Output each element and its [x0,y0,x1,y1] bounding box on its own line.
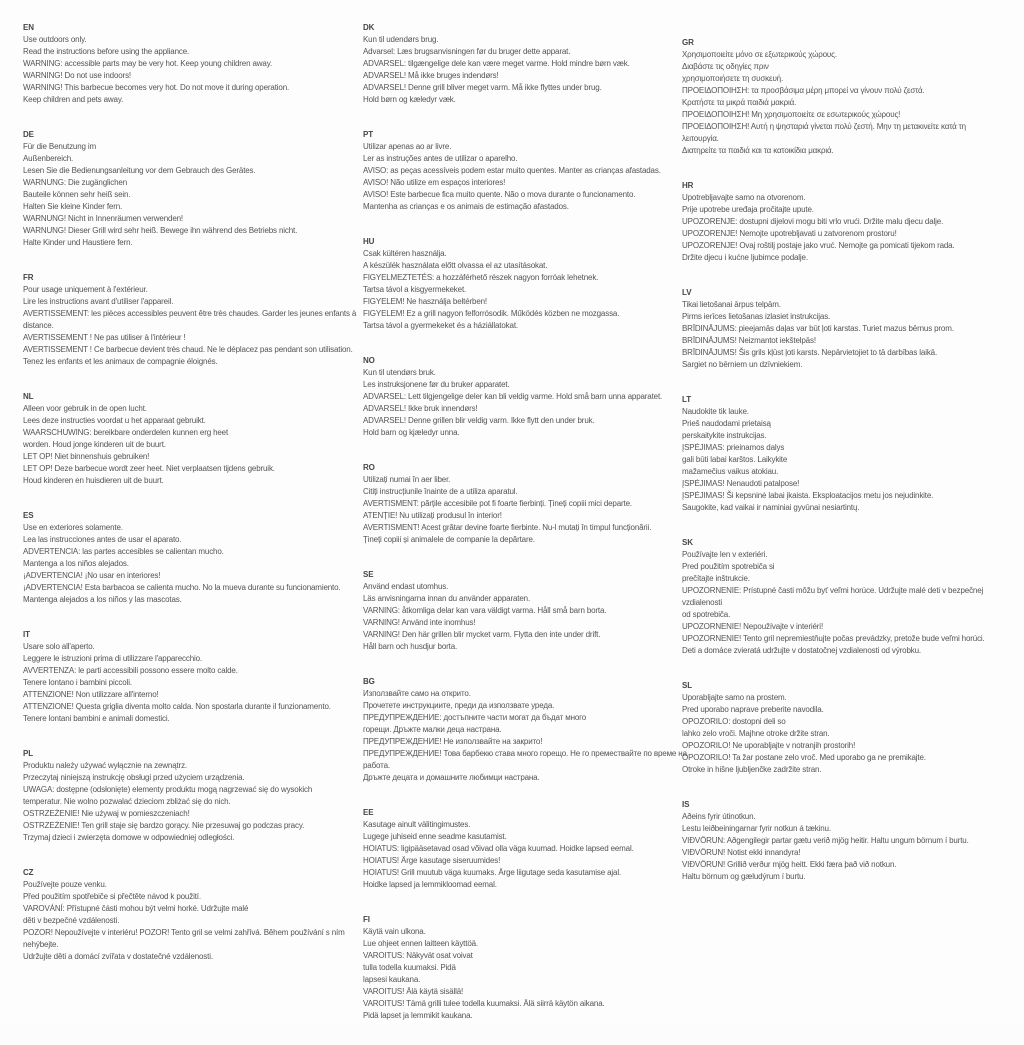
language-section-lv [682,287,1017,371]
instruction-line: lahko zelo vroči. Majhne otroke držite stran. [682,729,830,738]
instruction-line: VAROITUS! Älä käytä sisällä! [363,987,464,996]
instructions-column-2 [363,22,687,1045]
instruction-line: OSTRZEŻENIE! Ten grill staje się bardzo gorący. Nie przesuwaj go podczas pracy. [23,821,305,830]
language-section-hr [682,180,1017,264]
language-code-heading: LT [682,395,691,404]
instruction-line: Use en exteriores solamente. [23,523,123,532]
language-section-lt [682,394,1017,514]
instruction-line: AVISO: as peças acessíveis podem estar muito quentes. Manter as crianças afastadas. [363,166,661,175]
instruction-line: Prieš naudodami prietaisą [682,419,771,428]
language-section-ee [363,807,675,891]
instruction-line: Țineți copiii și animalele de companie la depărtare. [363,535,535,544]
language-section-pl [23,748,355,844]
instruction-line: ĮSPĖJIMAS! Ši kepsninė labai įkaista. Eksploatacijos metu jos nejudinkite. [682,491,934,500]
instruction-line: работа. [363,761,390,770]
instruction-line: AVERTISMENT: părțile accesibile pot fi foarte fierbinți. Țineți copiii mici departe. [363,499,632,508]
instruction-line: Χρησιμοποιείτε μόνο σε εξωτερικούς χώρους. [682,50,837,59]
instruction-line: Außenbereich. [23,154,74,163]
instruction-line: OSTRZEŻENIE! Nie używaj w pomieszczeniach! [23,809,190,818]
language-section-fi [363,914,675,1022]
instruction-line: Lugege juhiseid enne seadme kasutamist. [363,832,507,841]
language-code-heading: HR [682,181,694,190]
instruction-line: A készülék használata előtt olvassa el az utasításokat. [363,261,548,270]
instruction-line: Pred použitím spotrebiča si [682,562,775,571]
instruction-line: děti v bezpečné vzdálenosti. [23,916,120,925]
instruction-line: ADVARSEL: tilgængelige dele kan være meget varme. Hold mindre børn væk. [363,59,630,68]
instruction-line: Prije upotrebe uređaja pročitajte upute. [682,205,814,214]
instructions-column-3 [682,37,1017,906]
instruction-line: χρησιμοποιήσετε τη συσκευή. [682,74,784,83]
instruction-line: Csak kültéren használja. [363,249,447,258]
instruction-line: Halten Sie kleine Kinder fern. [23,202,123,211]
instruction-line: ATTENZIONE! Questa griglia diventa molto calda. Non spostarla durante il funzionamento. [23,702,331,711]
instruction-line: AVISO! Este barbecue fica muito quente. Não o mova durante o funcionamento. [363,190,636,199]
language-section-is [682,799,1017,883]
instruction-line: ADVARSEL: Lett tilgjengelige deler kan bli veldig varme. Hold små barn unna apparatet. [363,392,663,401]
instruction-line: FIGYELEM! Ne használja beltérben! [363,297,488,306]
language-section-no [363,355,675,439]
instruction-line: Produktu należy używać wyłącznie na zewnątrz. [23,761,187,770]
instruction-line: Ler as instruções antes de utilizar o aparelho. [363,154,518,163]
instruction-line: ПРЕДУПРЕЖДЕНИЕ! Не използвайте на закрито! [363,737,543,746]
instruction-line: Utilizar apenas ao ar livre. [363,142,452,151]
instruction-line: Deti a domáce zvieratá udržujte v dostatočnej vzdialenosti od výrobku. [682,646,921,655]
language-section-gr [682,37,1017,157]
language-code-heading: DK [363,23,375,32]
instruction-line: distance. [23,321,54,330]
instruction-line: ¡ADVERTENCIA! ¡No usar en interiores! [23,571,161,580]
instruction-line: ΠΡΟΕΙΔΟΠΟΙΗΣΗ: τα προσβάσιμα μέρη μπορεί να γίνουν πολύ ζεστά. [682,86,925,95]
instruction-line: Leggere le istruzioni prima di utilizzare l'apparecchio. [23,654,202,663]
instruction-line: lapsesi kaukana. [363,975,421,984]
language-section-nl [23,391,355,487]
language-section-hu [363,236,675,332]
instruction-line: VARNING! Använd inte inomhus! [363,618,476,627]
instruction-line: FIGYELEM! Ez a grill nagyon felforrósodik. Működés közben ne mozgassa. [363,309,620,318]
instruction-line: Käytä vain ulkona. [363,927,426,936]
language-section-cz [23,867,355,963]
instruction-line: Udržujte děti a domácí zvířata v dostatečné vzdálenosti. [23,952,213,961]
language-code-heading: RO [363,463,375,472]
instruction-line: Citiți instrucțiunile înainte de a utiliza aparatul. [363,487,518,496]
language-section-sl [682,680,1017,776]
instruction-line: Naudokite tik lauke. [682,407,749,416]
instruction-line: gali būti labai karštos. Laikykite [682,455,788,464]
instruction-line: Κρατήστε τα μικρά παιδιά μακριά. [682,98,797,107]
instruction-line: Mantenga alejados a los niños y las mascotas. [23,595,182,604]
language-section-bg [363,676,687,784]
instruction-line: UPOZORENJE! Ovaj roštilj postaje jako vruć. Nemojte ga pomicati tijekom rada. [682,241,955,250]
instruction-line: Lue ohjeet ennen laitteen käyttöä. [363,939,478,948]
instruction-line: Прочетете инструкциите, преди да използвате уреда. [363,701,555,710]
instruction-line: ATTENZIONE! Non utilizzare all'interno! [23,690,159,699]
instruction-line: Hold børn og kæledyr væk. [363,95,456,104]
instruction-line: VIÐVÖRUN: Aðgengilegir partar gætu verið mjög heitir. Haltu ungum börnum í burtu. [682,836,969,845]
instruction-line: OPOZORILO: dostopni deli so [682,717,786,726]
instruction-line: Läs anvisningarna innan du använder apparaten. [363,594,531,603]
language-code-heading: NL [23,392,34,401]
instruction-line: ADVARSEL! Denne grill bliver meget varm. Må ikke flyttes under brug. [363,83,602,92]
instruction-line: VAROITUS: Näkyvät osat voivat [363,951,473,960]
instruction-line: Advarsel: Læs brugsanvisningen før du bruger dette apparat. [363,47,571,56]
instruction-line: WAARSCHUWING: bereikbare onderdelen kunnen erg heet [23,428,229,437]
language-code-heading: IT [23,630,30,639]
instruction-line: Alleen voor gebruik in de open lucht. [23,404,147,413]
instruction-line: λειτουργία. [682,134,719,143]
instruction-line: AVERTISMENT! Acest grătar devine foarte fierbinte. Nu-l mutați în timpul funcționării. [363,523,652,532]
language-section-ro [363,462,675,546]
instruction-line: Für die Benutzung im [23,142,97,151]
instruction-line: Kun til udendørs brug. [363,35,439,44]
instruction-line: Tenere lontano i bambini piccoli. [23,678,132,687]
instruction-line: Před použitím spotřebiče si přečtěte návod k použití. [23,892,201,901]
instruction-line: VIÐVÖRUN! Notist ekki innandyra! [682,848,801,857]
instruction-line: Sargiet no bērniem un dzīvniekiem. [682,360,803,369]
language-code-heading: CZ [23,868,34,877]
instruction-line: LET OP! Deze barbecue wordt zeer heet. Niet verplaatsen tijdens gebruik. [23,464,275,473]
instruction-line: vzdialenosti [682,598,723,607]
language-code-heading: NO [363,356,375,365]
language-section-se [363,569,675,653]
instruction-line: Tikai lietošanai ārpus telpām. [682,300,781,309]
instruction-line: mažamečius vaikus atokiau. [682,467,779,476]
instruction-line: Дръжте децата и домашните любимци настрана. [363,773,540,782]
instruction-line: Utilizați numai în aer liber. [363,475,451,484]
instruction-line: HOIATUS: ligipääsetavad osad võivad olla väga kuumad. Hoidke lapsed eemal. [363,844,634,853]
instruction-line: AVVERTENZA: le parti accessibili possono essere molto calde. [23,666,238,675]
language-code-heading: EN [23,23,34,32]
instruction-line: prečítajte inštrukcie. [682,574,750,583]
language-section-it [23,629,355,725]
instruction-line: tulla todella kuumaksi. Pidä [363,963,456,972]
instruction-line: Haltu börnum og gæludýrum í burtu. [682,872,806,881]
instruction-line: Mantenga a los niños alejados. [23,559,129,568]
instruction-line: OPOZORILO! Ta žar postane zelo vroč. Med uporabo ga ne premikajte. [682,753,926,762]
instruction-line: Otroke in hišne ljubljenčke zadržite stran. [682,765,822,774]
instruction-line: AVERTISSEMENT ! Ne pas utiliser à l'intérieur ! [23,333,186,342]
instruction-line: Hold barn og kjæledyr unna. [363,428,460,437]
instruction-line: Lees deze instructies voordat u het apparaat gebruikt. [23,416,206,425]
language-code-heading: LV [682,288,692,297]
instruction-line: ¡ADVERTENCIA! Esta barbacoa se calienta mucho. No la mueva durante su funcionamiento. [23,583,341,592]
instruction-line: ADVARSEL! Denne grillen blir veldig varm. Ikke flytt den under bruk. [363,416,595,425]
instruction-line: Przeczytaj niniejszą instrukcję obsługi przed użyciem urządzenia. [23,773,245,782]
instruction-line: OPOZORILO! Ne uporabljajte v notranjih prostorih! [682,741,856,750]
instruction-line: Houd kinderen en huisdieren uit de buurt. [23,476,164,485]
instruction-line: Používajte len v exteriéri. [682,550,768,559]
instruction-line: Lestu leiðbeiningarnar fyrir notkun á tækinu. [682,824,831,833]
instruction-line: Lea las instrucciones antes de usar el aparato. [23,535,182,544]
language-code-heading: GR [682,38,694,47]
instruction-line: WARNUNG! Nicht in Innenräumen verwenden! [23,214,183,223]
instruction-line: HOIATUS! Grill muutub väga kuumaks. Ärge liigutage seda kasutamise ajal. [363,868,622,877]
instruction-line: perskaitykite instrukcijas. [682,431,767,440]
instruction-line: BRĪDINĀJUMS! Šis grils kļūst ļoti karsts. Nepārvietojiet to tā darbības laikā. [682,348,938,357]
instruction-line: AVISO! Não utilize em espaços interiores! [363,178,506,187]
instruction-line: LET OP! Niet binnenshuis gebruiken! [23,452,150,461]
instruction-line: AVERTISSEMENT ! Ce barbecue devient très chaud. Ne le déplacez pas pendant son utilisation. [23,345,353,354]
instruction-line: Pirms ierīces lietošanas izlasiet instrukcijas. [682,312,831,321]
instruction-line: WARNING! Do not use indoors! [23,71,131,80]
instruction-line: ADVERTENCIA: las partes accesibles se calientan mucho. [23,547,224,556]
instructions-column-1 [23,22,355,986]
language-section-fr [23,272,355,368]
language-code-heading: FI [363,915,370,924]
instruction-line: Usare solo all'aperto. [23,642,95,651]
instruction-line: Saugokite, kad vaikai ir naminiai gyvūnai nesiartintų. [682,503,860,512]
language-code-heading: EE [363,808,374,817]
instruction-line: Използвайте само на открито. [363,689,471,698]
instruction-line: Pred uporabo naprave preberite navodila. [682,705,824,714]
instruction-line: Διαβάστε τις οδηγίες πριν [682,62,769,71]
instruction-line: ПРЕДУПРЕЖДЕНИЕ: достъпните части могат да бъдат много [363,713,587,722]
instruction-line: Keep children and pets away. [23,95,124,104]
language-code-heading: ES [23,511,34,520]
instruction-line: VIÐVÖRUN! Grillið verður mjög heitt. Ekki færa það við notkun. [682,860,897,869]
language-code-heading: SE [363,570,374,579]
instruction-line: Tenez les enfants et les animaux de compagnie éloignés. [23,357,218,366]
instruction-line: Uporabljajte samo na prostem. [682,693,787,702]
instruction-line: AVERTISSEMENT: les pièces accessibles peuvent être très chaudes. Garder les jeunes enfants à [23,309,357,318]
language-section-de [23,129,355,249]
language-section-sk [682,537,1017,657]
instruction-line: Bauteile können sehr heiß sein. [23,190,131,199]
instruction-line: Používejte pouze venku. [23,880,107,889]
instruction-line: ΠΡΟΕΙΔΟΠΟΙΗΣΗ! Αυτή η ψησταριά γίνεται πολύ ζεστή. Μην τη μετακινείτε κατά τη [682,122,966,131]
language-code-heading: BG [363,677,375,686]
instruction-line: VARNING! Den här grillen blir mycket varm. Flytta den inte under drift. [363,630,601,639]
language-code-heading: IS [682,800,690,809]
instruction-line: WARNING! This barbecue becomes very hot. Do not move it during operation. [23,83,290,92]
instruction-line: UPOZORENJE: dostupni dijelovi mogu biti vrlo vrući. Držite malu djecu dalje. [682,217,944,226]
instruction-line: Tartsa távol a kisgyermekeket. [363,285,467,294]
instruction-line: POZOR! Nepoužívejte v interiéru! POZOR! Tento gril se velmi zahřívá. Během používání s ním [23,928,345,937]
language-section-dk [363,22,675,106]
language-code-heading: PT [363,130,374,139]
instruction-line: WARNUNG: Die zugänglichen [23,178,127,187]
instruction-line: UPOZORNENIE: Prístupné časti môžu byť veľmi horúce. Udržujte malé deti v bezpečnej [682,586,984,595]
instruction-line: Halte Kinder und Haustiere fern. [23,238,133,247]
language-code-heading: SL [682,681,693,690]
instruction-line: ĮSPĖJIMAS! Nenaudoti patalpose! [682,479,800,488]
instruction-line: ADVARSEL! Ikke bruk innendørs! [363,404,478,413]
instruction-line: Kasutage ainult välitingimustes. [363,820,471,829]
instruction-line: WARNING: accessible parts may be very hot. Keep young children away. [23,59,273,68]
instruction-line: UPOZORENJE! Nemojte upotrebljavati u zatvorenom prostoru! [682,229,897,238]
language-code-heading: HU [363,237,375,246]
instruction-line: UWAGA: dostępne (odsłonięte) elementy produktu mogą nagrzewać się do wysokich [23,785,313,794]
instruction-line: Lire les instructions avant d'utiliser l'appareil. [23,297,174,306]
instruction-line: temperatur. Nie wolno pozwalać dzieciom zbliżać się do nich. [23,797,231,806]
instruction-line: UPOZORNENIE! Tento gril nepremiestňujte počas prevádzky, pretože bude veľmi horúci. [682,634,985,643]
language-section-en [23,22,355,106]
instruction-line: ADVARSEL! Må ikke bruges indendørs! [363,71,499,80]
language-code-heading: FR [23,273,34,282]
instruction-line: UPOZORNENIE! Nepoužívajte v interiéri! [682,622,824,631]
instruction-line: Trzymaj dzieci i zwierzęta domowe w odpowiedniej odległości. [23,833,235,842]
instruction-line: Use outdoors only. [23,35,87,44]
instruction-line: горещи. Дръжте малки деца настрана. [363,725,502,734]
instruction-line: nehýbejte. [23,940,59,949]
instruction-line: ΠΡΟΕΙΔΟΠΟΙΗΣΗ! Μη χρησιμοποιείτε σε εσωτερικούς χώρους! [682,110,901,119]
instruction-line: Kun til utendørs bruk. [363,368,436,377]
instruction-line: VARNING: åtkomliga delar kan vara väldigt varma. Håll små barn borta. [363,606,607,615]
language-code-heading: DE [23,130,34,139]
language-code-heading: SK [682,538,693,547]
instruction-line: Håll barn och husdjur borta. [363,642,458,651]
instruction-line: Read the instructions before using the appliance. [23,47,190,56]
instruction-line: worden. Houd jonge kinderen uit de buurt. [23,440,166,449]
instruction-line: VAROITUS! Tämä grilli tulee todella kuumaksi. Älä siirrä käytön aikana. [363,999,605,1008]
instruction-line: Tartsa távol a gyermekeket és a háziállatokat. [363,321,518,330]
language-section-pt [363,129,675,213]
language-code-heading: PL [23,749,34,758]
instruction-line: BRĪDINĀJUMS: pieejamās daļas var būt ļoti karstas. Turiet mazus bērnus prom. [682,324,954,333]
instruction-line: Pour usage uniquement à l'extérieur. [23,285,148,294]
instruction-line: ATENȚIE! Nu utilizați produsul în interior! [363,511,502,520]
instruction-line: HOIATUS! Ärge kasutage siseruumides! [363,856,501,865]
instruction-line: FIGYELMEZTETÉS: a hozzáférhető részek nagyon forróak lehetnek. [363,273,599,282]
instruction-line: Mantenha as crianças e os animais de estimação afastados. [363,202,569,211]
instruction-line: Διατηρείτε τα παιδιά και τα κατοικίδια μακριά. [682,146,834,155]
instruction-line: VAROVÁNÍ: Přístupné části mohou být velmi horké. Udržujte malé [23,904,249,913]
instruction-line: Upotrebljavajte samo na otvorenom. [682,193,806,202]
instruction-line: Hoidke lapsed ja lemmikloomad eemal. [363,880,497,889]
instruction-line: BRĪDINĀJUMS! Neizmantot iekštelpās! [682,336,816,345]
instruction-line: Les instruksjonene før du bruker apparatet. [363,380,510,389]
language-section-es [23,510,355,606]
instruction-line: od spotrebiča. [682,610,731,619]
instruction-line: Držite djecu i kućne ljubimce podalje. [682,253,808,262]
instruction-line: Lesen Sie die Bedienungsanleitung vor dem Gebrauch des Gerätes. [23,166,256,175]
instruction-line: Tenere lontani bambini e animali domestici. [23,714,170,723]
instruction-line: ĮSPĖJIMAS: prieinamos dalys [682,443,785,452]
instruction-line: ПРЕДУПРЕЖДЕНИЕ! Това барбекю става много горещо. Не го премествайте по време на [363,749,687,758]
instruction-line: Använd endast utomhus. [363,582,449,591]
instruction-line: WARNUNG! Dieser Grill wird sehr heiß. Bewege ihn während des Betriebs nicht. [23,226,298,235]
instruction-line: Aðeins fyrir útinotkun. [682,812,756,821]
instruction-line: Pidä lapset ja lemmikit kaukana. [363,1011,473,1020]
